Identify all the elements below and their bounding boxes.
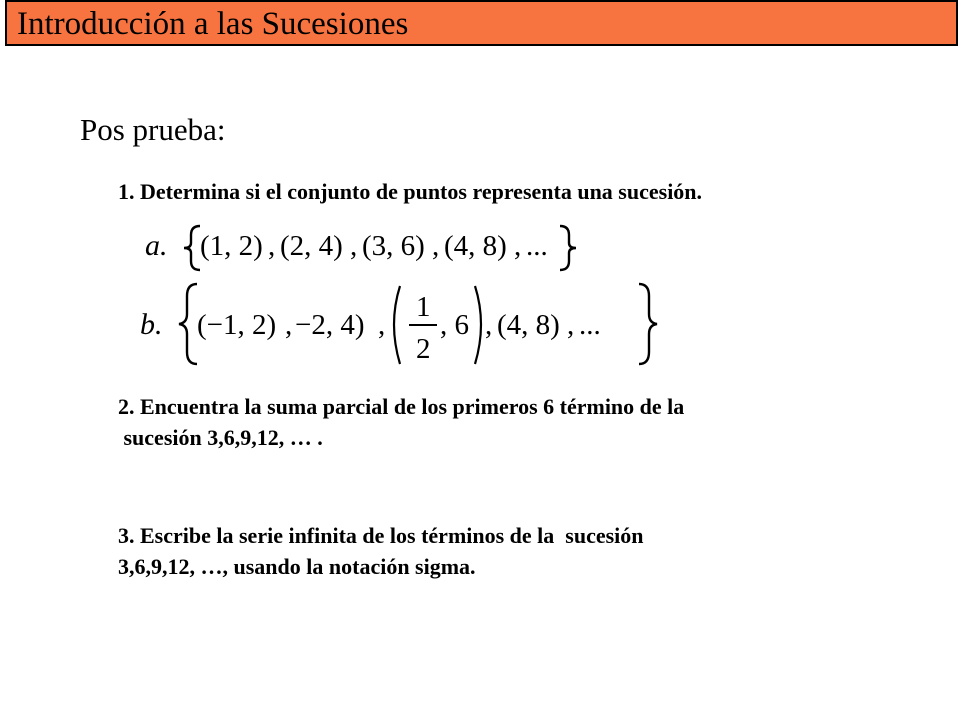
- question-2-line-2: sucesión 3,6,9,12, … .: [118, 425, 323, 450]
- fraction-numerator: 1: [416, 291, 431, 323]
- question-3-line-1: 3. Escribe la serie infinita de los términos de la sucesión: [118, 523, 644, 548]
- question-2: [118, 391, 948, 453]
- set-b-comma-2: ,: [378, 309, 386, 341]
- set-a-point-4: (4, 8): [444, 230, 507, 262]
- right-brace-icon: [639, 284, 657, 364]
- set-b-point-1: (−1, 2): [197, 309, 277, 341]
- set-b-expression: [135, 278, 675, 377]
- question-2-line-1: 2. Encuentra la suma parcial de los primeros 6 término de la: [118, 394, 685, 419]
- question-3-line-2: 3,6,9,12, …, usando la notación sigma.: [118, 554, 476, 579]
- section-heading: Pos prueba:: [80, 112, 226, 147]
- left-brace-icon: [179, 284, 197, 364]
- set-b-point-2: −2, 4): [295, 309, 365, 341]
- right-paren-icon: [475, 286, 481, 364]
- set-a-expression: [140, 222, 590, 275]
- set-a-point-2: (2, 4): [280, 230, 343, 262]
- set-b-comma-4: ,: [567, 309, 575, 341]
- left-brace-icon: [184, 226, 200, 270]
- right-brace-icon: [560, 226, 576, 270]
- title-bar: [5, 0, 958, 46]
- set-b-ellipsis: ...: [579, 309, 601, 341]
- set-a-point-3: (3, 6): [362, 230, 425, 262]
- question-3: [118, 520, 918, 582]
- set-b-comma-3: ,: [485, 309, 493, 341]
- set-b-point-4: (4, 8): [497, 309, 560, 341]
- set-a-comma-3: ,: [432, 230, 440, 262]
- fraction-point-second: , 6: [440, 309, 469, 341]
- set-b-comma-1: ,: [285, 309, 293, 341]
- left-paren-icon: [394, 286, 400, 364]
- set-a-comma-4: ,: [514, 230, 522, 262]
- slide-title: Introducción a las Sucesiones: [17, 6, 409, 42]
- set-a-label: a.: [145, 229, 168, 262]
- question-1: 1. Determina si el conjunto de puntos representa una sucesión.: [118, 179, 703, 204]
- fraction-denominator: 2: [416, 333, 431, 365]
- set-a-comma-1: ,: [268, 230, 276, 262]
- set-a-comma-2: ,: [350, 230, 358, 262]
- set-b-label: b.: [140, 308, 163, 341]
- set-a-ellipsis: ...: [526, 230, 548, 262]
- set-a-point-1: (1, 2): [200, 230, 263, 262]
